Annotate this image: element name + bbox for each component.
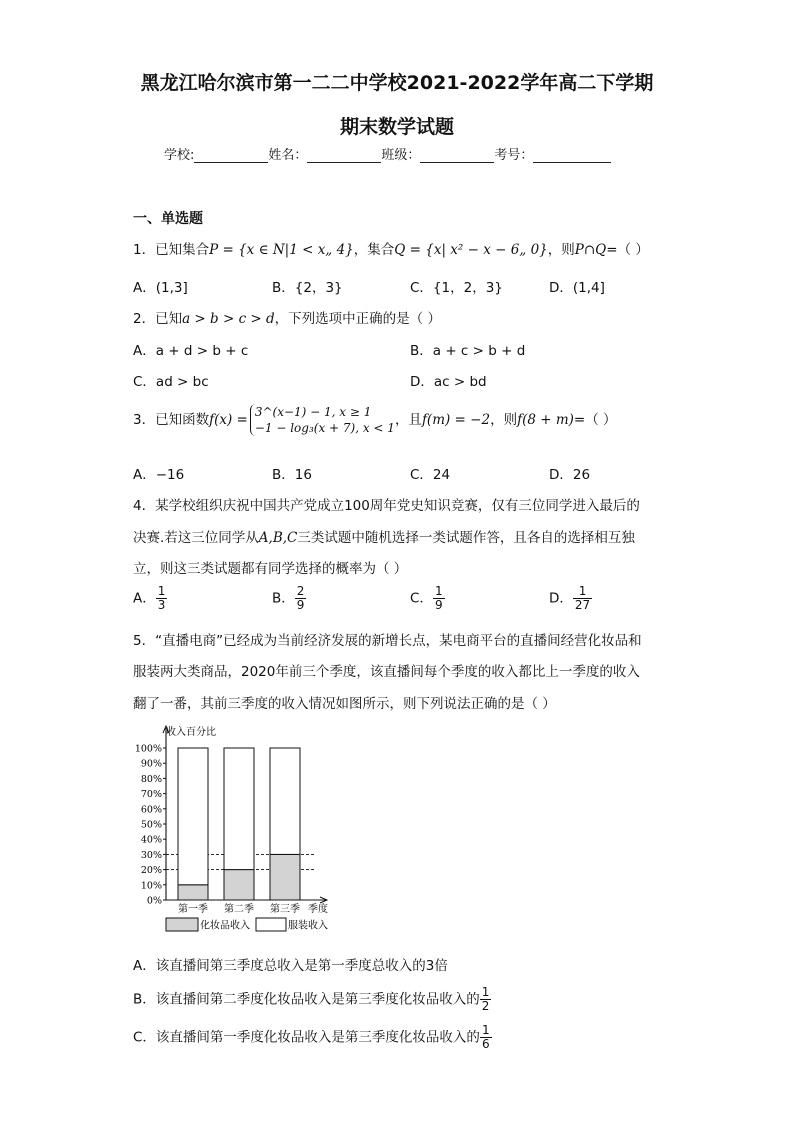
q2-option-d[interactable]: D．ac > bd xyxy=(410,374,487,390)
q3-option-b[interactable]: B．16 xyxy=(272,467,312,483)
class-label: 班级： xyxy=(381,148,421,163)
chart-xlabel: 季度 xyxy=(308,904,328,915)
y-tick-label: 70% xyxy=(140,789,162,801)
q2-option-b[interactable]: B．a + c > b + d xyxy=(410,343,526,359)
school-blank[interactable] xyxy=(194,148,268,163)
class-blank[interactable] xyxy=(420,148,494,163)
legend-label-cosmetics: 化妆品收入 xyxy=(200,920,250,932)
q4-option-d[interactable]: D． $\frac{1}{27}$ xyxy=(549,584,591,613)
q3-option-c[interactable]: C．24 xyxy=(410,467,451,483)
income-percent-chart xyxy=(130,722,340,937)
question-5-line2: 服装两大类商品，2020年前三个季度，该直播间每个季度的收入都比上一季度的收入 xyxy=(133,664,640,680)
bar-cosmetics xyxy=(224,870,254,900)
legend-swatch-cosmetics xyxy=(166,918,198,931)
chart-ylabel: 收入百分比 xyxy=(166,727,216,738)
q4-option-c[interactable]: C． $\frac{1}{9}$ xyxy=(410,584,443,613)
x-tick-label: 第三季 xyxy=(270,904,300,915)
question-5-line3: 翻了一番，其前三季度的收入情况如图所示，则下列说法正确的是（ ） xyxy=(133,696,556,712)
question-4-line1: 4．某学校组织庆祝中国共产党成立100周年党史知识竞赛，仅有三位同学进入最后的 xyxy=(133,498,640,514)
y-tick-label: 80% xyxy=(140,773,162,785)
intersection: P∩Q xyxy=(574,242,607,258)
exam-no-blank[interactable] xyxy=(533,148,611,163)
question-2: 2．已知a > b > c > d，下列选项中正确的是（ ） xyxy=(133,311,441,327)
bar-clothing xyxy=(270,748,300,854)
question-3: 3．已知函数f(x) = 3^(x−1) − 1, x ≥ 1 −1 − log₃(x + 7), x < 1 ，且f(m) = −2，则f(8 + m)=（ ） xyxy=(133,405,617,436)
y-tick-label: 40% xyxy=(140,834,162,846)
x-tick-label: 第二季 xyxy=(224,904,254,915)
q4-option-a[interactable]: A． $\frac{1}{3}$ xyxy=(133,584,166,613)
q5-option-a[interactable]: A．该直播间第三季度总收入是第一季度总收入的3倍 xyxy=(133,958,448,974)
y-tick-label: 60% xyxy=(140,804,162,816)
q4-option-b[interactable]: B． $\frac{2}{9}$ xyxy=(272,584,305,613)
question-1: 1．已知集合P = {x ∈ N|1 < x„ 4}，集合Q = {x| x² − x − 6„ 0}，则P∩Q=（ ） xyxy=(133,242,649,258)
legend-label-clothing: 服装收入 xyxy=(288,920,328,932)
school-label: 学校: xyxy=(164,148,195,163)
legend-swatch-clothing xyxy=(256,918,286,931)
q3-option-d[interactable]: D．26 xyxy=(549,467,591,483)
q5-option-c[interactable]: C．该直播间第一季度化妆品收入是第三季度化妆品收入的 $\frac{1}{6}$ xyxy=(133,1023,490,1052)
exam-no-label: 考号： xyxy=(494,148,534,163)
y-tick-label: 20% xyxy=(140,865,162,877)
question-4-line2: 决赛.若这三位同学从A,B,C三类试题中随机选择一类试题作答，且各自的选择相互独 xyxy=(133,530,635,546)
bar-clothing xyxy=(224,748,254,870)
y-tick-label: 100% xyxy=(134,743,162,755)
bar-clothing xyxy=(178,748,208,885)
y-tick-label: 0% xyxy=(146,895,162,907)
set-q: Q = {x| x² − x − 6„ 0} xyxy=(394,242,548,258)
exam-title-line1: 黑龙江哈尔滨市第一二二中学校2021-2022学年高二下学期 xyxy=(140,72,654,94)
student-info-row xyxy=(164,144,611,163)
q3-option-a[interactable]: A．−16 xyxy=(133,467,185,483)
exam-title-line2: 期末数学试题 xyxy=(339,116,454,138)
q2-option-a[interactable]: A．a + d > b + c xyxy=(133,343,249,359)
piecewise-brace: 3^(x−1) − 1, x ≥ 1 −1 − log₃(x + 7), x < 1 xyxy=(250,404,395,436)
q2-option-c[interactable]: C．ad > bc xyxy=(133,374,209,390)
q1-option-a[interactable]: A．(1,3] xyxy=(133,280,188,296)
y-tick-label: 50% xyxy=(140,819,162,831)
question-5-line1: 5．“直播电商”已经成为当前经济发展的新增长点，某电商平台的直播间经营化妆品和 xyxy=(133,633,642,649)
y-tick-label: 30% xyxy=(140,849,162,861)
y-tick-label: 10% xyxy=(140,880,162,892)
q1-option-c[interactable]: C．{1，2，3} xyxy=(410,280,503,296)
bar-cosmetics xyxy=(178,885,208,900)
question-4-line3: 立，则这三类试题都有同学选择的概率为（ ） xyxy=(133,561,408,577)
name-blank[interactable] xyxy=(307,148,381,163)
q5-option-b[interactable]: B．该直播间第二季度化妆品收入是第三季度化妆品收入的 $\frac{1}{2}$ xyxy=(133,985,490,1014)
bar-cosmetics xyxy=(270,854,300,900)
set-p: P = {x ∈ N|1 < x„ 4} xyxy=(209,242,354,258)
q1-option-d[interactable]: D．(1,4] xyxy=(549,280,605,296)
y-tick-label: 90% xyxy=(140,758,162,770)
section-single-choice: 一、单选题 xyxy=(133,211,203,227)
name-label: 姓名： xyxy=(268,148,308,163)
x-tick-label: 第一季 xyxy=(178,904,208,915)
q1-option-b[interactable]: B．{2，3} xyxy=(272,280,343,296)
